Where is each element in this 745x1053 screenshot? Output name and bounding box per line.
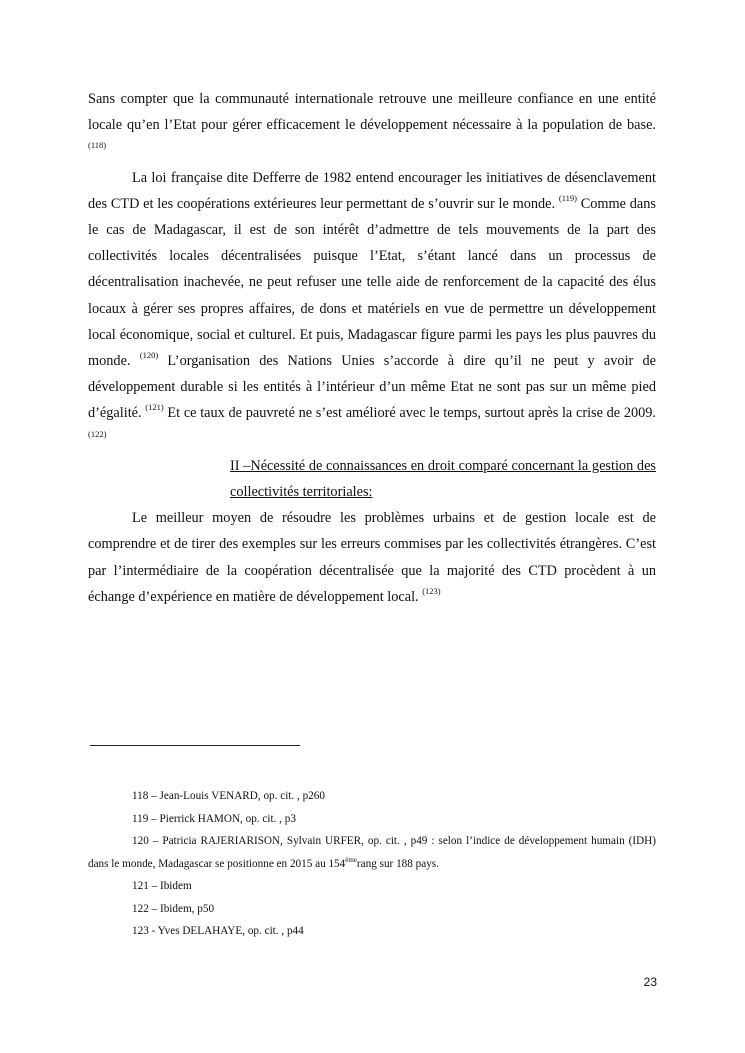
body-text [88, 86, 656, 610]
page-number: 23 [643, 975, 657, 989]
footnote-123: 123 - Yves DELAHAYE, op. cit. , p44 [132, 925, 304, 937]
footnote-ref-118: (118) [88, 140, 107, 151]
footnote-120 [88, 830, 656, 875]
footnote-ref-122: (122) [88, 428, 107, 439]
footnote-ref-123: (123) [422, 585, 441, 596]
paragraph-2-text-1: La loi française dite Defferre de 1982 entend encourager les initiatives de désenclavement des CTD et les coopérations extérieures leur permettant de s’ouvrir sur le monde. [88, 169, 656, 212]
paragraph-2-text-4: Et ce taux de pauvreté ne s’est amélioré avec le temps, surtout après la crise de 2009. [167, 405, 657, 422]
paragraph-1 [88, 86, 656, 165]
section-heading: II –Nécessité de connaissances en droit comparé concernant la gestion des collectivités territoriales: [230, 457, 656, 501]
paragraph-3 [88, 505, 656, 610]
footnote-ref-121: (121) [145, 402, 164, 413]
footnote-118: 118 – Jean-Louis VENARD, op. cit. , p260 [132, 790, 325, 802]
footnote-120-text-end: rang sur 188 pays. [356, 857, 439, 870]
footnotes [88, 785, 656, 943]
paragraph-3-text: Le meilleur moyen de résoudre les problèmes urbains et de gestion locale est de comprendre et de tirer des exemples sur les erreurs commises par les collectivités étrangères. C’est par l’intermédiaire de la coopération décentralisée que la majorité des CTD procèdent à un échange d’expérience en matière de développement local. [88, 510, 656, 605]
paragraph-2 [88, 165, 656, 453]
paragraph-2-text-2: Comme dans le cas de Madagascar, il est de son intérêt d’admettre de tels mouvements de la part des collectivités locales décentralisées puisque l’Etat, s’étant lancé dans un processus de décentralisation inachevée, ne peut refuser une telle aide de renforcement de la capacité des élus locaux à gérer ses propres affaires, de dons et matériels en vue de permettre un développement local économique, social et culturel. Et puis, Madagascar figure parmi les pays les plus pauvres du monde. [88, 195, 656, 370]
footnote-120-superscript: ème [345, 855, 357, 864]
footnote-119: 119 – Pierrick HAMON, op. cit. , p3 [132, 812, 296, 825]
paragraph-2-text-3: L’organisation des Nations Unies s’accorde à dire qu’il ne peut y avoir de développement durable si les entités à l’intérieur d’un même Etat ne sont pas sur un même pied d’égalité. [88, 353, 657, 422]
footnote-122: 122 – Ibidem, p50 [132, 902, 215, 915]
footnote-ref-120: (120) [139, 350, 159, 361]
paragraph-1-text: Sans compter que la communauté internationale retrouve une meilleure confiance en une entité locale qu’en l’Etat pour gérer efficacement le développement nécessaire à la population de base. [88, 91, 656, 134]
footnote-120-text: 120 – Patricia RAJERIARISON, Sylvain URFER, op. cit. , p49 : selon l’indice de développement humain (IDH) dans le monde, Madagascar se positionne en 2015 au 154 [88, 835, 656, 870]
footnote-separator [90, 745, 300, 746]
footnote-ref-119: (119) [558, 192, 577, 203]
footnote-121: 121 – Ibidem [132, 880, 192, 892]
